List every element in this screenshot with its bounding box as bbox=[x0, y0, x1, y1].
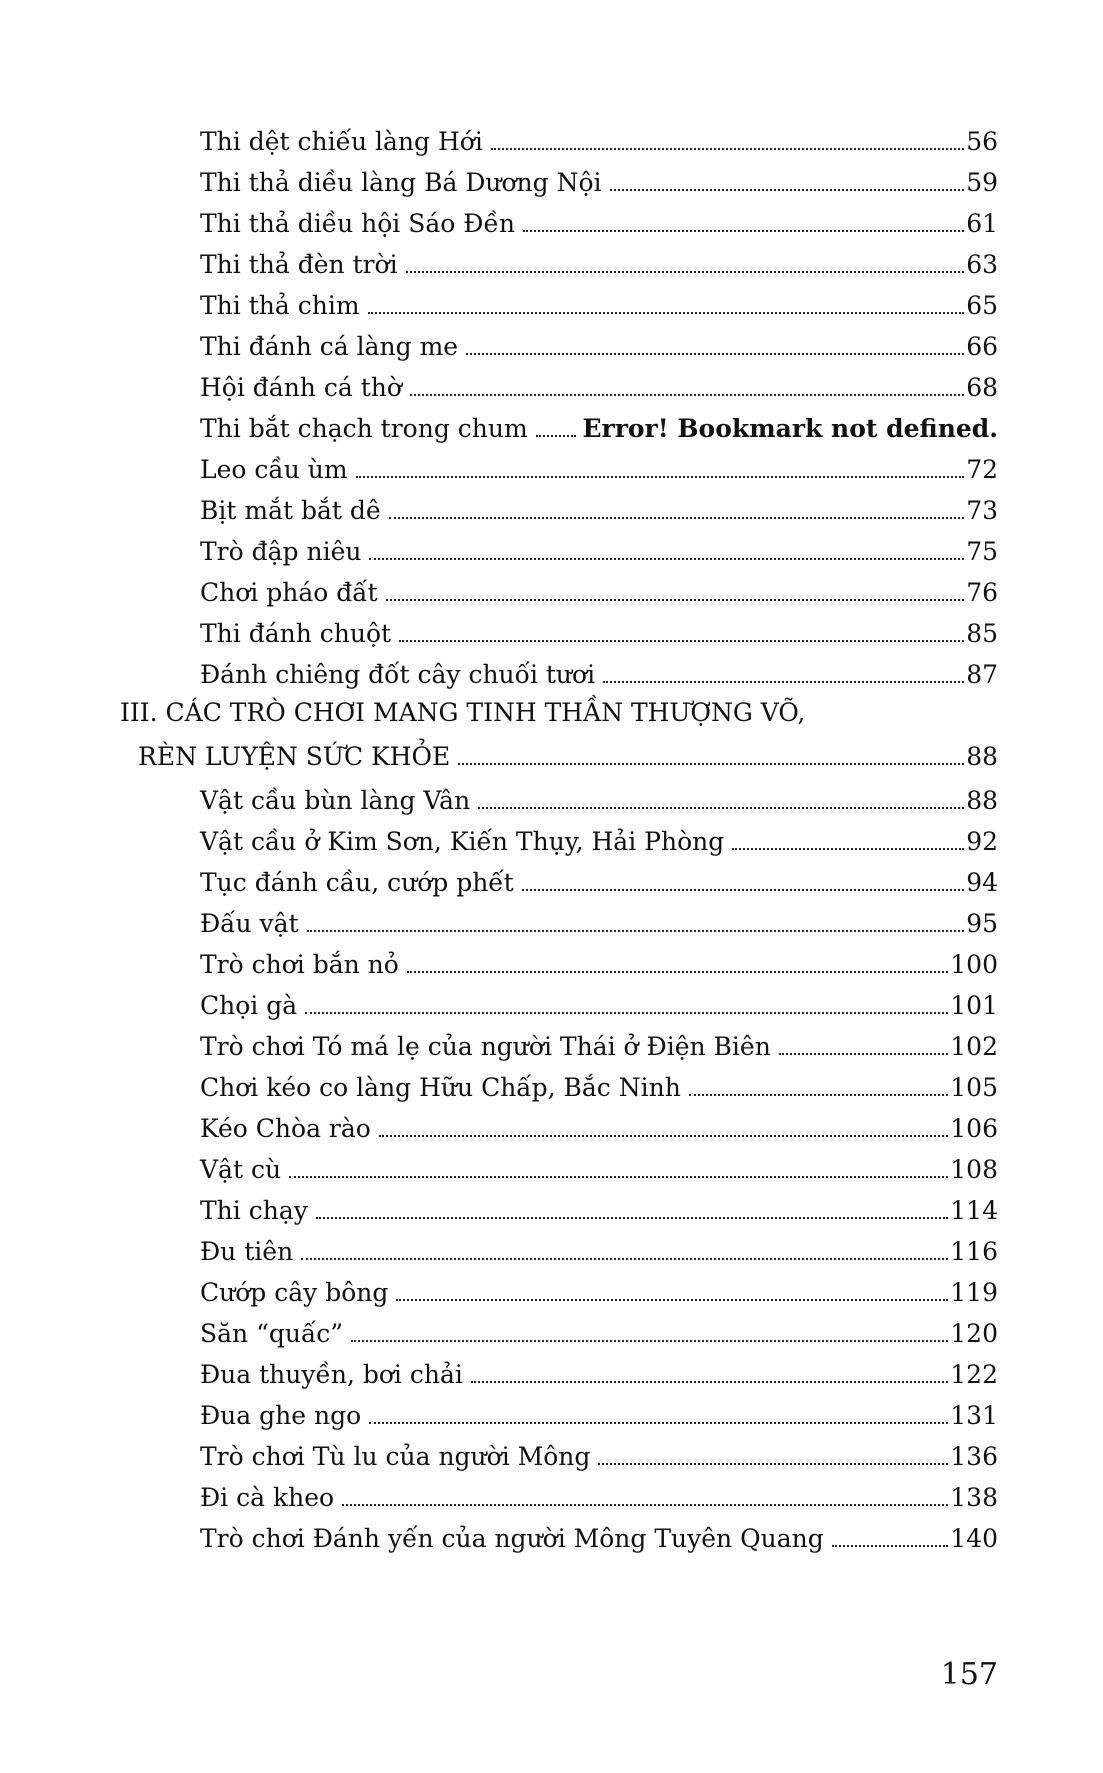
toc-entry-title: Trò chơi Đánh yến của người Mông Tuyên Quang bbox=[200, 1524, 824, 1553]
dot-leader bbox=[307, 930, 965, 932]
toc-entry-page: 119 bbox=[950, 1278, 998, 1307]
toc-entry-page: 63 bbox=[966, 250, 998, 279]
toc-entry bbox=[200, 446, 998, 486]
toc-entry bbox=[200, 818, 998, 858]
toc-entry bbox=[200, 1064, 998, 1104]
toc-entry bbox=[200, 1433, 998, 1473]
dot-leader bbox=[410, 394, 964, 396]
toc-entry-title: Trò đập niêu bbox=[200, 537, 362, 566]
dot-leader bbox=[379, 1135, 948, 1137]
dot-leader bbox=[471, 1381, 948, 1383]
dot-leader bbox=[832, 1545, 949, 1547]
toc-entry-title: Thi đánh cá làng me bbox=[200, 332, 459, 361]
toc-entry-title: Thi bắt chạch trong chum bbox=[200, 414, 528, 443]
toc-entry-page: 120 bbox=[950, 1319, 998, 1348]
toc-entry-title: Đua ghe ngo bbox=[200, 1401, 362, 1430]
dot-leader bbox=[689, 1094, 948, 1096]
toc-entry-title: Săn “quấc” bbox=[200, 1319, 344, 1348]
toc-entry bbox=[200, 159, 998, 199]
dot-leader bbox=[779, 1053, 948, 1055]
toc-entry-page: 61 bbox=[966, 209, 998, 238]
toc-entry-page: 136 bbox=[950, 1442, 998, 1471]
toc-entry bbox=[200, 364, 998, 404]
toc-entry-page: 75 bbox=[966, 537, 998, 566]
toc-entry-page: 68 bbox=[966, 373, 998, 402]
dot-leader bbox=[603, 681, 964, 683]
dot-leader bbox=[598, 1463, 948, 1465]
section-heading-entry bbox=[138, 733, 998, 773]
toc-entry-page: 56 bbox=[966, 127, 998, 156]
page-number: 157 bbox=[940, 1657, 998, 1692]
toc-entry-page: 76 bbox=[966, 578, 998, 607]
dot-leader bbox=[369, 1422, 948, 1424]
dot-leader bbox=[389, 517, 965, 519]
dot-leader bbox=[301, 1258, 948, 1260]
toc-entry bbox=[200, 1228, 998, 1268]
toc-entry-page: 140 bbox=[950, 1524, 998, 1553]
toc-entry-page: 72 bbox=[966, 455, 998, 484]
toc-entry bbox=[200, 1392, 998, 1432]
toc-entry bbox=[200, 1105, 998, 1145]
dot-leader bbox=[466, 353, 964, 355]
toc-entry bbox=[200, 651, 998, 691]
dot-leader bbox=[478, 807, 964, 809]
toc-entry-title: Thi đánh chuột bbox=[200, 619, 392, 648]
toc-entry-title: Bịt mắt bắt dê bbox=[200, 496, 381, 525]
toc-entry-title: Kéo Chòa rào bbox=[200, 1114, 371, 1143]
toc-entry-title: Trò chơi Tù lu của người Mông bbox=[200, 1442, 591, 1471]
dot-leader bbox=[289, 1176, 948, 1178]
toc-entry-page: 102 bbox=[950, 1032, 998, 1061]
dot-leader bbox=[356, 476, 965, 478]
dot-leader bbox=[522, 889, 964, 891]
toc-entry bbox=[200, 610, 998, 650]
toc-entry bbox=[200, 528, 998, 568]
toc-entry-page: 65 bbox=[966, 291, 998, 320]
toc-entry-page: 114 bbox=[950, 1196, 998, 1225]
toc-entry bbox=[200, 1023, 998, 1063]
toc-entry-page: 100 bbox=[950, 950, 998, 979]
dot-leader bbox=[406, 271, 965, 273]
toc-entry bbox=[200, 982, 998, 1022]
dot-leader bbox=[523, 230, 964, 232]
toc-entry bbox=[200, 1351, 998, 1391]
toc-entry-page: 131 bbox=[950, 1401, 998, 1430]
toc-entry bbox=[200, 777, 998, 817]
toc-entry-page: 105 bbox=[950, 1073, 998, 1102]
toc-entry-title: Vật cầu ở Kim Sơn, Kiến Thụy, Hải Phòng bbox=[200, 827, 725, 856]
toc-entry bbox=[200, 487, 998, 527]
toc-entry-title: Chơi kéo co làng Hữu Chấp, Bắc Ninh bbox=[200, 1073, 681, 1102]
dot-leader bbox=[369, 558, 964, 560]
toc-entry-page: 88 bbox=[966, 786, 998, 815]
toc-entry bbox=[200, 859, 998, 899]
toc-entry-title: Đi cà kheo bbox=[200, 1483, 335, 1512]
dot-leader bbox=[342, 1504, 948, 1506]
dot-leader bbox=[399, 640, 964, 642]
dot-leader bbox=[396, 1299, 948, 1301]
toc-entry-title: Đánh chiêng đốt cây chuối tươi bbox=[200, 660, 596, 689]
toc-entry-title: Thi thả diều hội Sáo Đền bbox=[200, 209, 515, 238]
toc-entry bbox=[200, 1146, 998, 1186]
toc-entry-title: Cướp cây bông bbox=[200, 1278, 389, 1307]
toc-entry bbox=[200, 118, 998, 158]
toc-entry-page: 87 bbox=[966, 660, 998, 689]
toc-entry-title: Hội đánh cá thờ bbox=[200, 373, 402, 402]
dot-leader bbox=[351, 1340, 948, 1342]
toc-entry bbox=[200, 1310, 998, 1350]
dot-leader bbox=[316, 1217, 948, 1219]
toc-entry-title: Đua thuyền, bơi chải bbox=[200, 1360, 463, 1389]
toc-entry-page: 95 bbox=[966, 909, 998, 938]
toc-entry-title: Vật cù bbox=[200, 1155, 282, 1184]
dot-leader bbox=[407, 971, 948, 973]
toc-entry-page: 66 bbox=[966, 332, 998, 361]
toc-entry-page: 85 bbox=[966, 619, 998, 648]
section-heading-page: 88 bbox=[966, 742, 998, 771]
dot-leader bbox=[305, 1012, 948, 1014]
dot-leader bbox=[368, 312, 965, 314]
toc-entry-title: Thi chạy bbox=[200, 1196, 308, 1225]
toc-entry-page: 116 bbox=[950, 1237, 998, 1266]
toc-entry-page: 106 bbox=[950, 1114, 998, 1143]
toc-entry-page: 73 bbox=[966, 496, 998, 525]
toc-entry bbox=[200, 941, 998, 981]
toc-entry-page: 59 bbox=[966, 168, 998, 197]
section-heading-title: RÈN LUYỆN SỨC KHỎE bbox=[138, 742, 451, 771]
dot-leader bbox=[610, 189, 965, 191]
toc-entry bbox=[200, 569, 998, 609]
toc-entry-title: Tục đánh cầu, cướp phết bbox=[200, 868, 514, 897]
dot-leader bbox=[458, 763, 964, 765]
toc-entry bbox=[200, 1269, 998, 1309]
toc-entry bbox=[200, 405, 998, 445]
toc-entry-title: Leo cầu ùm bbox=[200, 455, 348, 484]
toc-entry-page: 138 bbox=[950, 1483, 998, 1512]
toc-entry bbox=[200, 200, 998, 240]
toc-entry-title: Thi thả đèn trời bbox=[200, 250, 398, 279]
dot-leader bbox=[491, 148, 964, 150]
toc-entry-page: 92 bbox=[966, 827, 998, 856]
section-heading: III. CÁC TRÒ CHƠI MANG TINH THẦN THƯỢNG VÕ, bbox=[120, 698, 806, 727]
dot-leader bbox=[536, 435, 577, 437]
toc-entry bbox=[200, 1515, 998, 1555]
dot-leader bbox=[732, 848, 964, 850]
toc-entry bbox=[200, 1474, 998, 1514]
toc-entry-title: Đu tiên bbox=[200, 1237, 294, 1266]
toc-entry bbox=[200, 241, 998, 281]
toc-entry-title: Trò chơi bắn nỏ bbox=[200, 950, 399, 979]
toc-entry-page: 108 bbox=[950, 1155, 998, 1184]
toc-entry-title: Thi thả chim bbox=[200, 291, 360, 320]
toc-entry-title: Thi thả diều làng Bá Dương Nội bbox=[200, 168, 602, 197]
dot-leader bbox=[386, 599, 965, 601]
toc-entry bbox=[200, 323, 998, 363]
toc-entry-title: Vật cầu bùn làng Vân bbox=[200, 786, 471, 815]
toc-entry bbox=[200, 282, 998, 322]
toc-entry-page: 101 bbox=[950, 991, 998, 1020]
toc-entry-title: Trò chơi Tó má lẹ của người Thái ở Điện Biên bbox=[200, 1032, 771, 1061]
toc-entry-title: Chọi gà bbox=[200, 991, 298, 1020]
toc-entry bbox=[200, 1187, 998, 1227]
toc-entry-title: Đấu vật bbox=[200, 909, 299, 938]
toc-entry-title: Thi dệt chiếu làng Hới bbox=[200, 127, 483, 156]
toc-entry bbox=[200, 900, 998, 940]
toc-entry-title: Chơi pháo đất bbox=[200, 578, 378, 607]
toc-entry-page-error: Error! Bookmark not defined. bbox=[582, 414, 998, 443]
toc-entry-page: 94 bbox=[966, 868, 998, 897]
toc-entry-page: 122 bbox=[950, 1360, 998, 1389]
